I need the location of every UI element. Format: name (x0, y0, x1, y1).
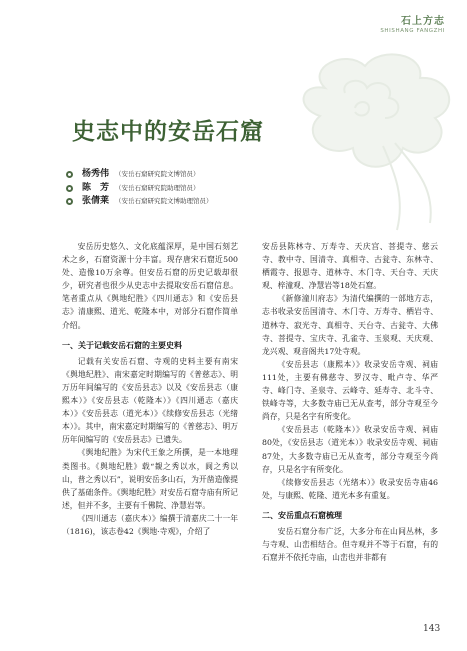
left-column (62, 240, 238, 538)
author-name: 陈 芳 (82, 182, 110, 193)
cloud-motif-decoration (285, 48, 465, 238)
author-list (66, 168, 213, 209)
body-paragraph: 《新修潼川府志》为清代编撰的一部地方志，志书收录安岳国清寺、木门寺、万寿寺、栖岩寺、道林寺、寂光寺、真相寺、天台寺、古瓮寺、大佛寺、菩提寺、宝庆寺、孔雀寺、玉泉观、天庆观、龙兴观、观音阁共17处寺观。 (262, 294, 438, 356)
body-paragraph: 记载有关安岳石窟、寺观的史料主要有南宋《舆地纪胜》、南宋嘉定时期编写的《普慈志》、明万历年间编写的《安岳县志》以及《安岳县志（康熙本）》《安岳县志（乾隆本）》《四川通志（嘉庆本）》《安岳县志（道光本）》《续修安岳县志（光绪本）》。其中，南宋嘉定时期编写的《普慈志》、明万历年间编写的《安岳县志》已遗失。 (62, 356, 238, 445)
body-paragraph: 安岳县陈林寺、万寿寺、天庆宫、菩提寺、慈云寺、教中寺、国清寺、真相寺、古瓮寺、东林寺、栖霞寺、报恩寺、道林寺、木门寺、天台寺、天庆观、梓潼观、净慧岩等18处石窟。 (262, 242, 438, 291)
author-name: 张倩莱 (82, 196, 110, 206)
bullet-icon (66, 171, 73, 178)
author-name: 杨秀伟 (82, 169, 110, 179)
page-number: 143 (423, 624, 441, 634)
body-paragraph: 《四川通志（嘉庆本）》编撰于清嘉庆二十一年（1816)，该志卷42《舆地·寺观》，介绍了 (62, 513, 238, 536)
body-paragraph: 《续修安岳县志（光绪本）》收录安岳寺庙46处，与康熙、乾隆、道光本多有重复。 (262, 477, 438, 500)
author-entry (66, 195, 213, 209)
body-paragraph: 《安岳县志（乾隆本）》收录安岳寺观、祠庙80处，《安岳县志（道光本）》收录安岳寺观、祠庙87处，大多数寺庙已无从查考，部分寺观至今尚存，只是名字有所变化。 (262, 425, 438, 474)
section-heading: 二、安岳重点石窟梳理 (262, 510, 342, 520)
bullet-icon (66, 185, 73, 192)
column-name-en: SHISHANG FANGZHI (380, 28, 445, 34)
column-name: 石上方志 (401, 16, 445, 27)
author-affiliation: （安岳石窟研究院助理馆员） (115, 183, 200, 192)
section-heading: 一、关于记载安岳石窟的主要史料 (62, 340, 182, 350)
author-affiliation: （安岳石窟研究院文博馆员） (115, 170, 200, 178)
author-entry (66, 168, 213, 182)
body-paragraph: 安岳石窟分布广泛，大多分布在山间丛林，多与寺观、山峦相结合。但寺观并不等于石窟，有的石窟并不依托寺庙，山峦也并非都有 (262, 526, 438, 563)
body-paragraph: 《舆地纪胜》为宋代王象之所撰，是一本地理类图书。《舆地纪胜》载“覩之秀以水，阆之秀以山，普之秀以石”，说明安岳多山石，为开凿造像提供了基础条件。《舆地纪胜》对安岳石窟寺庙有所记述，但并不多，主要有千佛院、净慧岩等。 (62, 448, 238, 510)
author-affiliation: （安岳石窟研究院文博助理馆员） (115, 197, 213, 205)
right-column (262, 240, 438, 564)
body-paragraph: 《安岳县志（康熙本）》收录安岳寺观、祠庙111处，主要有佛慈寺、罗汉寺、毗卢寺、华严寺、峰门寺、圣泉寺、云峰寺、延寿寺、北斗寺、铁峰寺等，大多数寺庙已无从查考，部分寺观至今尚存，只是名字有所变化。 (262, 359, 438, 422)
bullet-icon (66, 198, 73, 205)
article-title: 史志中的安岳石窟 (72, 118, 264, 145)
author-entry (66, 182, 213, 196)
column-tag (380, 12, 445, 34)
intro-paragraph: 安岳历史悠久、文化底蕴深厚，是中国石刻艺术之乡，石窟资源十分丰富。现存唐宋石窟近500处、造像10万余尊。但安岳石窟的历史记载却很少，研究者也很少从史志中去提取安岳石窟信息。笔者重点从《舆地纪胜》《四川通志》和《安岳县志》清康熙、道光、乾隆本中，对部分石窟作简单介绍。 (62, 242, 238, 330)
